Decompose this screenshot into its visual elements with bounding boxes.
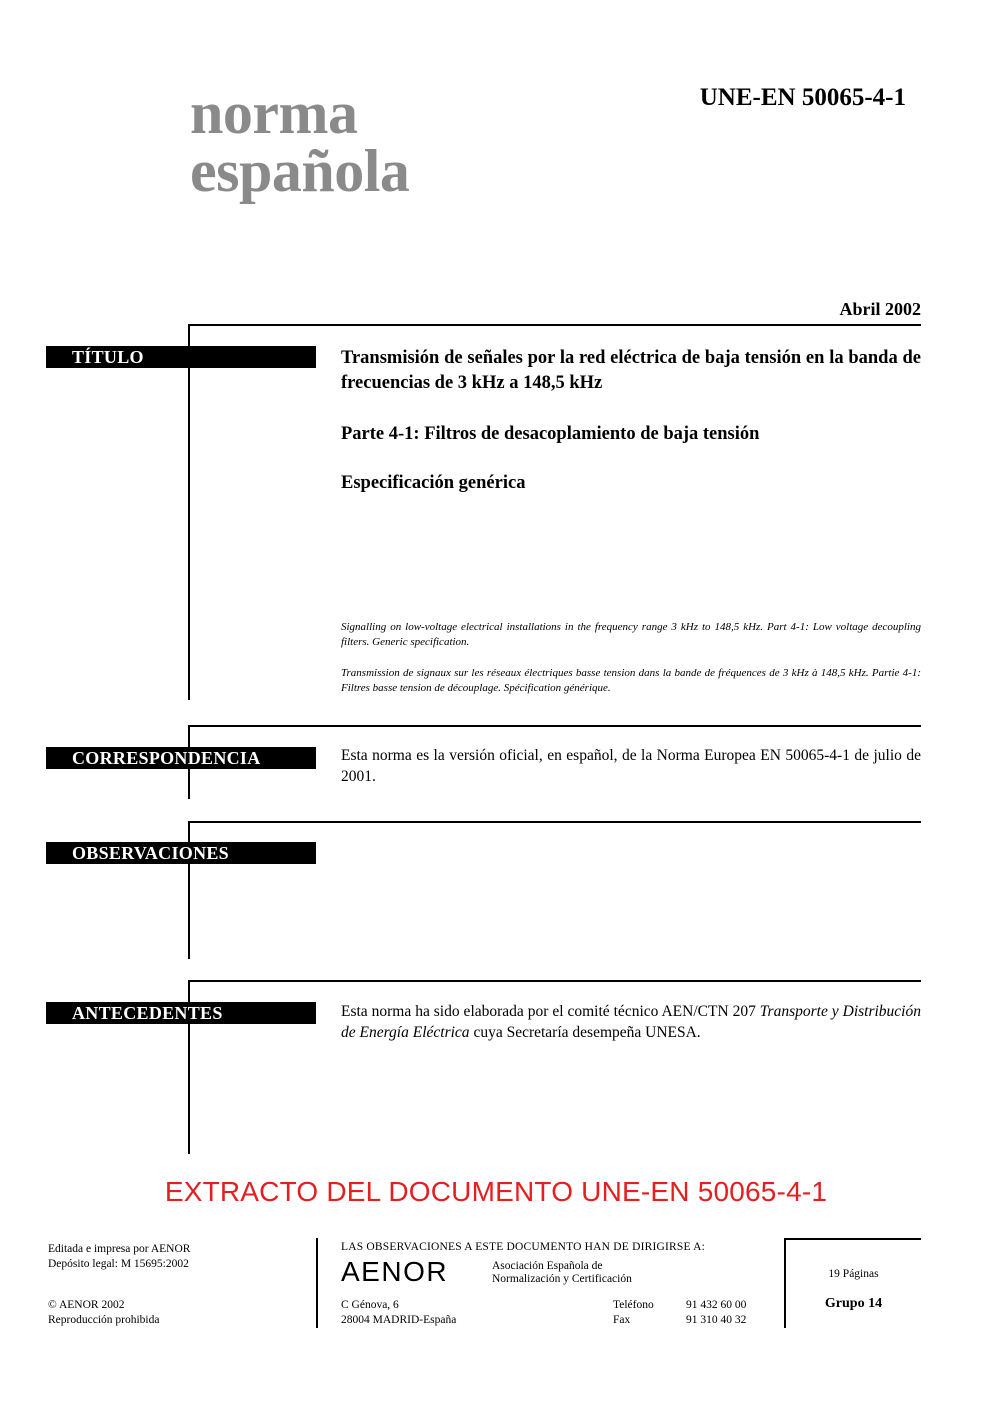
section-divider (188, 821, 921, 823)
publication-date: Abril 2002 (839, 299, 921, 319)
correspondencia-text: Esta norma es la versión oficial, en español, de la Norma Europea EN 50065-4-1 de julio de 2001. (341, 747, 921, 785)
antecedentes-text (341, 1001, 921, 1043)
phone-label: Teléfono (613, 1299, 654, 1311)
label-antecedentes: ANTECEDENTES (46, 1002, 316, 1024)
pages-box-top (784, 1238, 921, 1240)
title-part: Parte 4-1: Filtros de desacoplamiento de baja tensión (341, 424, 760, 444)
legal-deposit: Depósito legal: M 15695:2002 (48, 1258, 189, 1270)
address-line-2: 28004 MADRID-España (341, 1314, 457, 1326)
title-main: Transmisión de señales por la red eléctrica de baja tensión en la banda de frecuencias de 3 kHz a 148,5 kHz (341, 348, 921, 393)
contact-labels (613, 1298, 654, 1328)
title-english: Signalling on low-voltage electrical installations in the frequency range 3 kHz to 148,5 kHz. Part 4-1: Low voltage decoupling filters. Generic specification. (341, 621, 921, 648)
brand-title (190, 80, 410, 204)
title-french: Transmission de signaux sur les réseaux électriques basse tension dans la bande de fréquences de 3 kHz à 148,5 kHz. Partie 4-1: Filtres basse tension de découplage. Spécification générique. (341, 667, 921, 694)
observations-note: LAS OBSERVACIONES A ESTE DOCUMENTO HAN DE DIRIGIRSE A: (341, 1241, 706, 1253)
edited-by: Editada e impresa por AENOR (48, 1243, 191, 1255)
label-observaciones: OBSERVACIONES (46, 842, 316, 864)
address (341, 1298, 456, 1328)
phone-number: 91 432 60 00 (686, 1299, 747, 1311)
assoc-line-2: Normalización y Certificación (492, 1273, 632, 1285)
section-divider (188, 980, 921, 982)
copyright: © AENOR 2002 (48, 1299, 125, 1311)
page-count: 19 Páginas (828, 1268, 879, 1280)
section-divider (188, 725, 921, 727)
price-group: Grupo 14 (824, 1296, 883, 1311)
aenor-logo: AENOR (341, 1256, 449, 1287)
label-titulo: TÍTULO (46, 346, 316, 368)
brand-line-2: española (190, 138, 410, 204)
antecedentes-text-pre: Esta norma ha sido elaborada por el comité técnico AEN/CTN 207 (341, 1003, 760, 1020)
brand-line-1: norma (190, 80, 358, 146)
title-spec: Especificación genérica (341, 473, 526, 493)
fax-number: 91 310 40 32 (686, 1314, 747, 1326)
contact-values (686, 1298, 746, 1328)
footer-publisher (48, 1242, 190, 1272)
extract-watermark: EXTRACTO DEL DOCUMENTO UNE-EN 50065-4-1 (164, 1176, 828, 1207)
footer-divider (316, 1238, 318, 1328)
section-divider (188, 324, 921, 326)
antecedentes-text-post: cuya Secretaría desempeña UNESA. (469, 1024, 701, 1041)
label-correspondencia: CORRESPONDENCIA (46, 747, 316, 769)
assoc-line-1: Asociación Española de (492, 1260, 603, 1272)
committee-name: Transporte y Distribución de Energía Eléctrica (341, 1003, 921, 1041)
standard-code: UNE-EN 50065-4-1 (699, 84, 906, 111)
footer-copyright (48, 1298, 159, 1328)
association-name (492, 1260, 632, 1286)
section-rule (188, 324, 190, 700)
pages-box-left (784, 1238, 786, 1328)
address-line-1: C Génova, 6 (341, 1299, 399, 1311)
reproduction-notice: Reproducción prohibida (48, 1314, 160, 1326)
fax-label: Fax (613, 1314, 631, 1326)
